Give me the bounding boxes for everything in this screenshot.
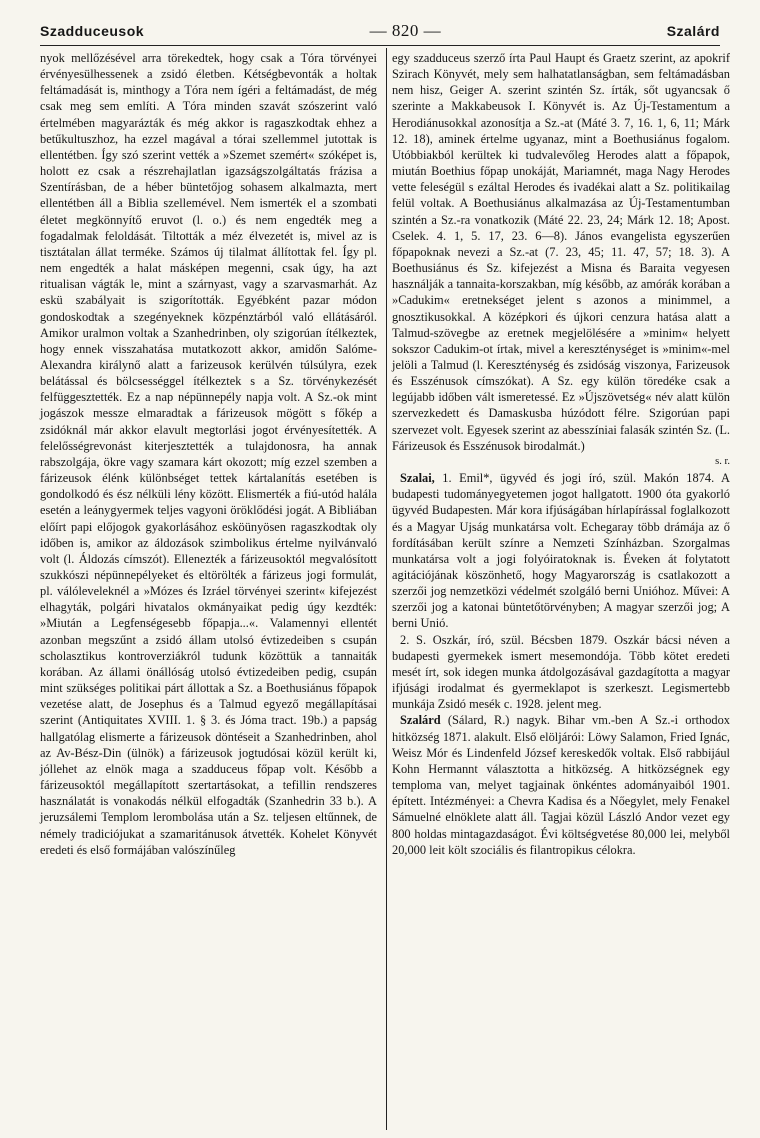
author-signature: s. r. [715,455,730,467]
left-column [40,50,377,858]
paragraph: nyok mellőzésével arra törekedtek, hogy csak a Tóra törvényei érvényesülhessenek a zsidó életben. Kétségbevonták a holtak feltámadását is, minthogy a Tóra nem ígéri a feltámadást, de még csak meg sem említi. A Tóra minden szavát szószerint való értelmében magyarázták és még akkor is ragaszkodtak ehhez a betűkultuszhoz, ha ezzel magával a tórai szellemmel jutottak is ellentétben. Így szó szerint vették a »Szemet szemért« szóképet is, holott ez csak a részrehajlatlan igazságszolgáltatás frázisa a Szentírásban, de a héber büntetőjog sohasem alkalmazta, mert ellentétben áll a Biblia szellemével. Nem ismerték el a szombati életet megkönnyítő eruvot (l. o.) és nem engedték meg a fogadalmak feloldását. Tiltották a méz élvezetét is, mivel az is tisztátalan állat terméke. Számos új tilalmat állítottak fel. Így pl. nem engedték a halat másképen megenni, csak úgy, ha azt ritualisan vágták le, mint a szárnyast, vagy a szarvasmarhát. Az eskü szabályait is szigorították. Egyébként pazar módon gondoskodtak a szegényeknek közpénztárból való ellátásáról. Amikor uralmon voltak a Szanhedrinben, oly szigorúan ítélkeztek, hogy ennek visszahatása mutatkozott akkor, amidőn Salóme-Alexandra királynő alatt a farizeusok kerülvén túlsúlyra, ezek belátással és bölcsességgel ítélkeztek s a Sz. törvénykezését felfüggesztették. Ez a nap népünnepély napja volt. A Sz.-ok mint jogászok messze elmaradtak a fárizeusok mögött s főkép a zsidóknál már akkor elavult megtorlási jogot érvényesítették. A felelősségrevonást kiterjesztették a tulajdonosra, ha annak rabszolgája, ökre vagy szamara kárt okozott; míg ezzel szemben a fárizeusok élénk különbséget tettek kártalanítás esetében is gondolkodó és ész nélküli lény között. Elismerték a fiú-utód halála esetén a leánygyermek teljes vagyoni öröklődési jogát. A Bibliában előírt papi előjogok gyakorlásához esköünyösen ragaszkodtak oly időben is, amikor az áldozások szimbolikus értelme nyilvánvaló volt (l. Áldozás címszót). Ellenezték a fárizeusoktól megvalósított szukkószi népünnepélyeket és eltörölték a fárizeus jogi formulát, pl. válóleveleknél a »Mózes és Izráel törvényei szerint« kifejezést elhagyták, polgári hivatalos okmányaikat pedig úgy kezdték: »Miután a Legfenségesebb főpapja...«. Valamennyi ellentét azonban megszűnt a zsidó állam utolsó évtizedeiben s csupán scholasztikus kontroverziákról tudunk közöttük a tannaiták korában. Az állami önállóság utolsó évtizedeiben pedig, csupán mint szükséges politikai párt állottak a Sz. a Boethusiánus főpapok vezetése alatt, de Josephus és a Talmud egyező megállapításai szerint (Antiquitates XVIII. 1. § 3. és Jóma tract. 19b.) a papság hallgatólag elismerte a fárizeusok döntéseit a Szanhedrinben, ahol az Av-Bész-Din (ülnök) a fárizeusok jogtudósai közül került ki, jóllehet az elnök maga a szadduceus főpap volt. Később a fárizeusoktól megállapított szertartásokat, a tefillin rendszeres használatát is vonakodás nélkül elfogadták (Szanhedrin 33 b.). A jeruzsálemi Templom lerombolása után a Sz. teljesen eltűnnek, de némely tradiciójukat a szamaritánusok átvették. Kohelet Könyvét eredeti és első formájában valószínűleg [40,51,377,857]
right-column [392,50,730,858]
page-header [40,20,720,42]
entry-szalai [392,470,730,632]
entry-headword: Szalárd [400,713,441,728]
entry-text: 1. Emil*, ügyvéd és jogi író, szül. Makón 1874. A budapesti tudományegyetemen jogot hallgatott. 1900 óta gyakorló ügyvéd Budapesten. Már kora ifjúságában hírlapírással foglalkozott és a Magyar Ujság munkatársa volt. Echegaray több drámája az ő fordításában került színre a Nemzeti Színházban. Szorgalmas munkatársa volt a jogi folyóiratoknak is. Éveken át folytatott agitációjának köszönhető, hogy Magyarország is csatlakozott a szerzői jog nemzetközi védelmét szolgáló berni Unióhoz. Művei: A szerzői jog a katonai büntetőtörvényben; A magyar szerzői jog; A berni Unió. [392,471,730,631]
entry-text: 2. S. Oszkár, író, szül. Bécsben 1879. Oszkár bácsi néven a budapesti gyermekek ismert mesemondója. Több kötet eredeti mesét írt, sok idegen munka átdolgozásával gazdagította a magyar ifjúsági irodalmat és gyermeklapot is szerkeszt. Legismertebb munkája Zsidó mesék c. 1928. jelent meg. [392,632,730,712]
column-separator [386,48,387,1130]
paragraph: egy szadduceus szerző írta Paul Haupt és Graetz szerint, az apokrif Szirach Könyvét, mely sem halhatatlanságban, sem feltámadásban nem hisz, Geiger A. szerint szintén Sz. írták, sőt ugyancsak ő szerinte a Makkabeusok I. Könyvét is. Az Új-Testamentum a Herodiánusokkal azonosítja a Sz.-at (Máté 3. 7, 16. 1, 6, 11; Márk 12. 18), aminek értelme ugyanaz, mint a Boethusiánus fogalom. Utóbbiakból kerültek ki tudvalevőleg Herodes alatt a főpapok, miután Boethius főpap unokáját, Mariamnét, maga Nagy Herodes vette feleségül s ezáltal Herodes és ivadékai alatt a Sz. politikailag felül voltak. A Boethusiánus alkalmazása az Új-Testamentumban szintén a Sz.-ra vonatkozik (Máté 22. 23, 24; Márk 12. 18; Apost. Cselek. 4. 1, 5. 17, 23. 6—8). János evangelista egyszerűen főpapoknak nevezi a Sz.-at (7. 23, 45; 11. 47, 57; 18. 3). A Boethusiánus és Sz. kifejezést a Misna és Baraita vegyesen használják a tannaita-korszakban, míg később, az amórák korában a »Cadukim« eretnekséget jelent s azonos a minimmel, a gnosztikusokkal. A középkori és újkori cenzura hatása alatt a Talmud-szövegbe az eretnek megjelölésére a »minim« helyett sokszor Cadukim-ot írtak, mivel a kereszténységet is »minim«-mel jelöli a Talmud (l. Kereszténység és zsidóság viszonya, Farizeusok és Esszénusok címszókat). A Sz. egy külön töredéke csak a legújabb időben vált ismeretessé. Ez »Újszövetség« név alatt külön szervezkedett és Damaskusba húzódott félre. Szigorúan papi szervezet volt. Egyesek szerint az abesszíniai falasák szintén Sz. (L. Fárizeusok és Esszénusok birodalmát.) [392,51,730,453]
entry-szalard [392,712,730,857]
entry-text: (Sálard, R.) nagyk. Bihar vm.-ben A Sz.-i orthodox hitközség 1871. alakult. Első elöljárói: Löwy Salamon, Fried Ignác, Weisz Mór és Lindenfeld József kereskedők voltak. Első rabbijául Kohn Hermannt választotta a hitközség. A hitközségnek egy temploma van, melyet tagjainak önkéntes adományaiból 1901. épített. Intézményei: a Chevra Kadisa és a Nőegylet, mely Fenakel Sámuelné elnöklete alatt áll. Tagjai közül László Andor vezet egy 800 holdas mintagazdaságot. Évi költségvetése 80,000 lei, melyből 20,000 leit költ szociális és filantropikus célokra. [392,713,730,857]
header-rule [40,45,720,46]
running-head-left: Szadduceusok [40,23,145,39]
entry-szalai-oszkar [392,632,730,713]
page-number: — 820 — [369,21,442,40]
running-head-right: Szalárd [666,23,720,39]
entry-headword: Szalai, [400,471,435,486]
